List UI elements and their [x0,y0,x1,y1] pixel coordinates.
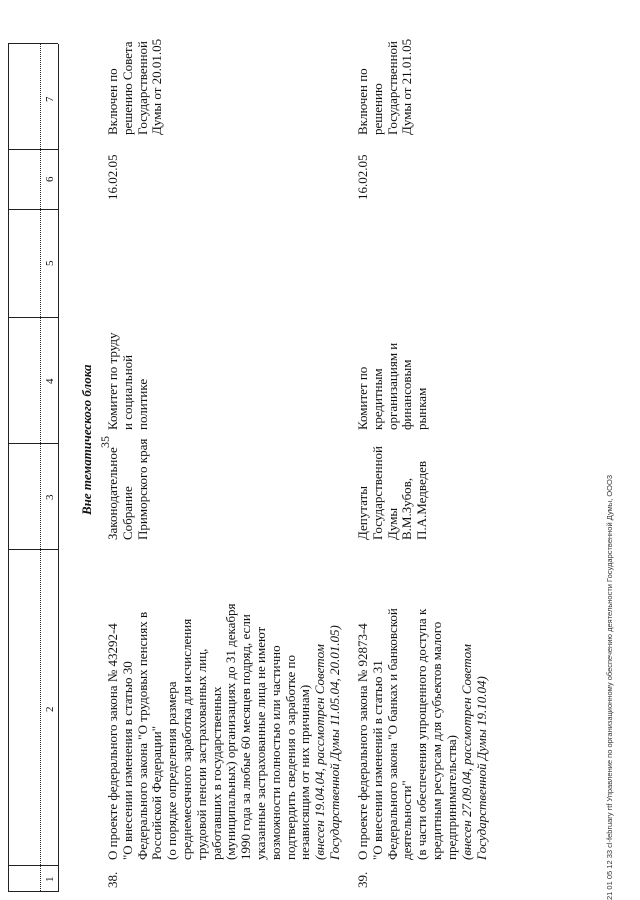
header-divider-2 [8,549,58,550]
row-39-note: Включен по решению Государственной Думы от 21.01.05 [355,38,415,135]
row-38-project-note: (внесен 19.04.04, рассмотрен Советом Государственной Думы 11.05.04, 20.01.05) [312,625,342,860]
header-left-border [8,891,58,892]
header-tick-row [40,44,41,892]
row-39-committee: Комитет по кредитным организациям и финансовым рынкам [355,342,430,430]
header-divider-6 [8,149,58,150]
footer-line: 21 01 05 12 33 сl-february rtf Управление по организационному обеспечению деятельности Государственной Думы, ООО3 [605,474,614,900]
column-number-3: 3 [44,494,56,500]
column-number-6: 6 [44,176,56,182]
column-number-1: 1 [44,876,56,882]
row-39-date: 16.02.05 [355,154,370,200]
page-number: 35 [98,436,112,448]
row-38-number: 38. [105,871,120,888]
header-divider-1 [8,865,58,866]
row-39-author: Депутаты Государственной Думы В.М.Зубов, П.А.Медведев [355,445,430,540]
section-title: Вне тематического блока [79,364,94,515]
column-number-7: 7 [44,96,56,102]
column-number-5: 5 [44,260,56,266]
row-39-project-text: О проекте федерального закона № 92873-4 "О внесении изменений в статью 31 Федерального закона "О банках и банковской деятельности" (в части обеспечения упрощенного доступа к кредитным ресурсам для субъектов малого предпринимательства) [355,608,459,860]
row-39-number: 39. [355,871,370,888]
row-38-committee: Комитет по труду и социальной политике [105,332,150,430]
row-38-author: Законодательное Собрание Приморского края [105,438,150,540]
column-number-2: 2 [44,706,56,712]
column-number-4: 4 [44,378,56,384]
row-38-date: 16.02.05 [105,154,120,200]
row-38-note: Включен по решению Совета Государственной Думы от 20.01.05 [105,38,165,135]
row-39-project-note: (внесен 27.09.04, рассмотрен Советом Государственной Думы 19.10.04) [459,644,489,860]
header-right-border [8,43,58,44]
header-bottom-border [58,44,59,892]
header-top-border [8,44,9,892]
header-divider-5 [8,209,58,210]
header-divider-4 [8,317,58,318]
header-divider-3 [8,443,58,444]
row-38-project-text: О проекте федерального закона № 43292-4 "О внесении изменения в статью 30 Федерального закона "О трудовых пенсиях в Российской Федерации" (о порядке определения размера среднемесячного заработка для исчисления трудовой пенсии застрахованных лиц, работавших в государственных (муниципальных) организациях до 31 декабря 1990 года за любые 60 месяцев подряд, если указанные застрахованные лица не имеют возможности полностью или частично подтвердить сведения о заработке по независящим от них причинам) [105,603,313,860]
